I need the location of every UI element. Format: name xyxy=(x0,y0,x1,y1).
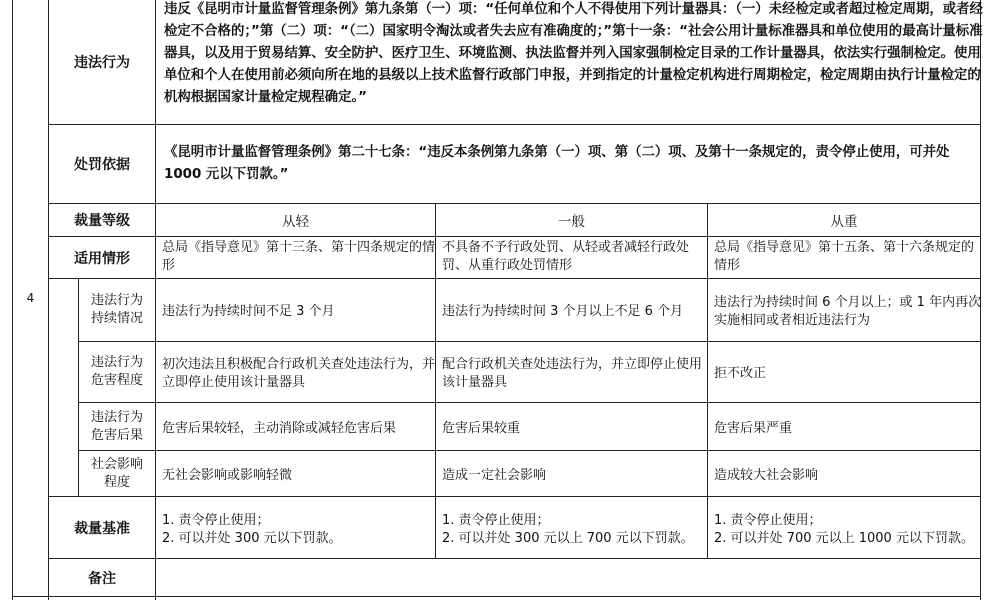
duration-light-text: 违法行为持续时间不足 3 个月 xyxy=(162,304,335,319)
applicable-label: 适用情形 xyxy=(74,250,130,267)
level-normal: 一般 xyxy=(558,214,585,230)
basis-text-content: 《昆明市计量监督管理条例》第二十七条：“违反本条例第九条第（一）项、第（二）项、及第十一条规定的，责令停止使用，可并处 1000 元以下罚款。” xyxy=(164,145,950,182)
harm-degree-light-text: 初次违法且积极配合行政机关查处违法行为，并立即停止使用该计量器具 xyxy=(162,357,436,390)
standard-normal-line1: 1. 责令停止使用； xyxy=(442,513,550,528)
violation-text: 违反《昆明市计量监督管理条例》第九条第（一）项：“任何单位和个人不得使用下列计量器具：（一）未经检定或者超过检定周期，或者经检定不合格的；”第（二）项：“（二）国家明令淘汰或者失去应有准确度的；”第十一条：“社会公用计量标准器具和单位使用的最高计量标准器具，以及用于贸易结算、安全防护、医疗卫生、环境监测、执法监督并列入国家强制检定目录的工作计量器具，依法实行强制检定。使用单位和个人在使用前必须向所在地的县级以上技术监督行政部门申报，并到指定的计量检定机构进行周期检定，检定周期由执行计量检定的机构根据国家计量检定规程确定。” xyxy=(164,2,983,105)
duration-heavy-text: 违法行为持续时间 6 个月以上；或 1 年内再次实施相同或者相近违法行为 xyxy=(714,295,982,328)
basis-label: 处罚依据 xyxy=(74,157,130,173)
harm-result-normal xyxy=(436,403,719,452)
social-heavy xyxy=(708,451,988,498)
applicable-heavy: 总局《指导意见》第十五条、第十六条规定的情形 xyxy=(714,240,975,273)
level-light: 从轻 xyxy=(282,214,309,230)
standard-light-line2: 2. 可以并处 300 元以下罚款。 xyxy=(162,531,342,546)
harm-degree-normal xyxy=(436,342,719,404)
standard-label: 裁量基准 xyxy=(74,520,130,537)
harm-degree-heavy xyxy=(708,342,988,404)
social-normal xyxy=(436,451,719,498)
harm-result-normal-text: 危害后果较重 xyxy=(442,420,521,436)
duration-light xyxy=(156,279,447,343)
harm-result-label: 违法行为危害后果 xyxy=(90,409,143,443)
duration-normal-text: 违法行为持续时间 3 个月以上不足 6 个月 xyxy=(442,304,684,319)
standard-normal-line2: 2. 可以并处 300 元以上 700 元以下罚款。 xyxy=(442,531,694,546)
social-light xyxy=(156,451,447,498)
row-number: 4 xyxy=(26,291,35,305)
social-normal-text: 造成一定社会影响 xyxy=(442,467,547,483)
harm-degree-label: 违法行为危害程度 xyxy=(90,355,143,388)
standard-heavy xyxy=(708,510,988,552)
harm-result-light-text: 危害后果较轻，主动消除或减轻危害后果 xyxy=(162,420,397,436)
violation-label: 违法行为 xyxy=(74,55,130,71)
harm-result-light xyxy=(156,403,447,452)
social-light-text: 无社会影响或影响轻微 xyxy=(162,467,293,483)
standard-heavy-line2: 2. 可以并处 700 元以上 1000 元以下罚款。 xyxy=(714,531,974,546)
standard-normal xyxy=(436,510,719,552)
social-heavy-text: 造成较大社会影响 xyxy=(714,467,819,483)
duration-label: 违法行为持续情况 xyxy=(90,293,143,326)
levels-label: 裁量等级 xyxy=(74,213,130,229)
standard-light-line1: 1. 责令停止使用； xyxy=(162,513,270,528)
duration-normal xyxy=(436,279,719,343)
harm-degree-normal-text: 配合行政机关查处违法行为，并立即停止使用该计量器具 xyxy=(442,357,703,390)
standard-heavy-line1: 1. 责令停止使用； xyxy=(714,513,822,528)
social-label: 社会影响程度 xyxy=(90,456,143,490)
harm-degree-light xyxy=(156,342,447,404)
remarks-label: 备注 xyxy=(88,570,116,587)
level-heavy: 从重 xyxy=(830,214,858,230)
harm-result-heavy xyxy=(708,403,988,452)
basis-text xyxy=(156,125,988,203)
harm-result-heavy-text: 危害后果严重 xyxy=(714,420,793,436)
standard-light xyxy=(156,510,447,552)
remarks-text xyxy=(156,559,988,598)
harm-degree-heavy-text: 拒不改正 xyxy=(714,366,767,381)
applicable-normal: 不具备不予行政处罚、从轻或者减轻行政处罚、从重行政处罚情形 xyxy=(442,240,690,273)
duration-heavy xyxy=(708,279,988,343)
applicable-light: 总局《指导意见》第十三条、第十四条规定的情形 xyxy=(162,240,436,273)
